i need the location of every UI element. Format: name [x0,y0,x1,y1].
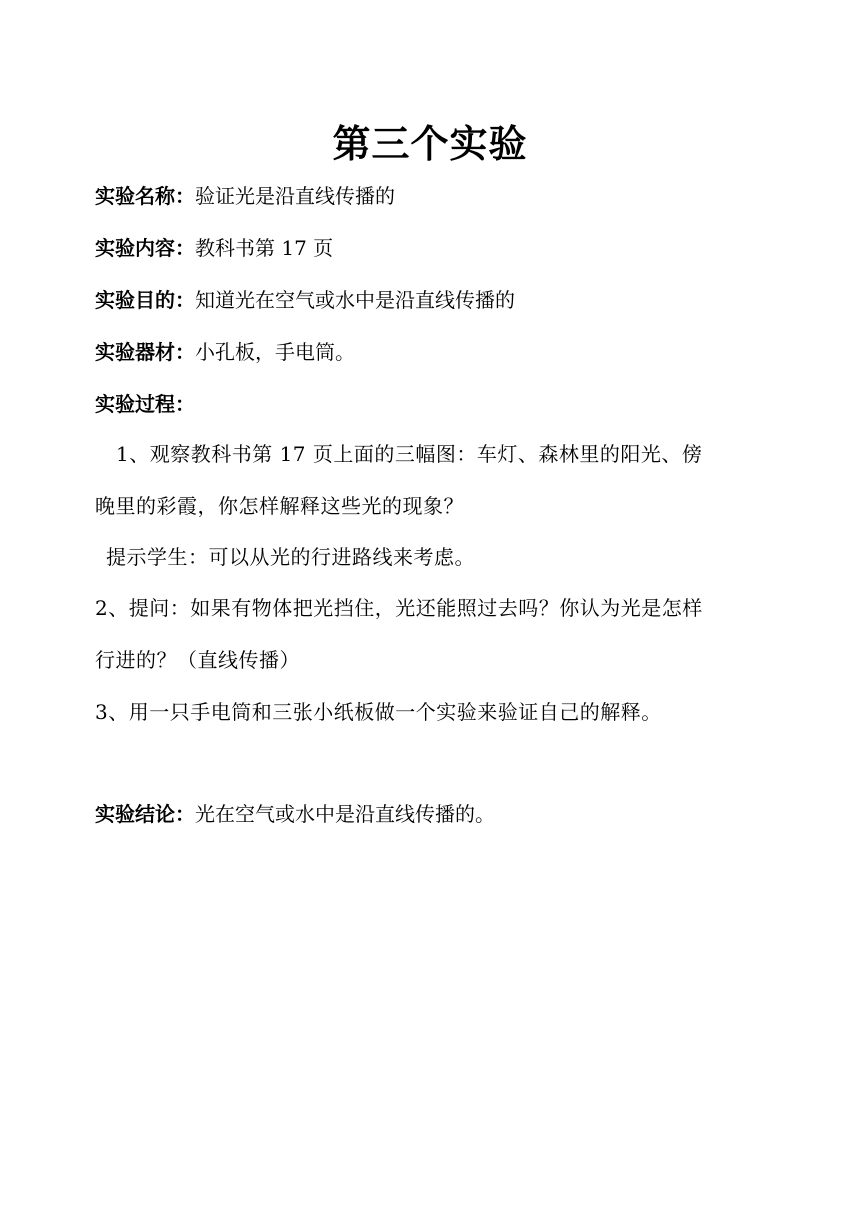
process-line: 行进的？（直线传播） [95,648,300,672]
process-line: 3、用一只手电筒和三张小纸板做一个实验来验证自己的解释。 [95,700,662,724]
field-label: 实验名称： [95,184,195,208]
field-experiment-conclusion [95,800,495,828]
field-experiment-content [95,234,333,262]
process-line: 晚里的彩霞，你怎样解释这些光的现象？ [95,494,464,518]
field-value: 验证光是沿直线传播的 [195,184,395,208]
field-experiment-name [95,182,395,210]
field-value: 知道光在空气或水中是沿直线传播的 [195,288,515,312]
field-experiment-purpose [95,286,515,314]
process-line: 2、提问：如果有物体把光挡住，光还能照过去吗？你认为光是怎样 [95,596,703,620]
field-value: 教科书第 17 页 [195,236,334,260]
page-title: 第三个实验 [332,122,528,166]
field-experiment-equipment [95,338,355,366]
field-label: 实验内容： [95,236,195,260]
field-value: 小孔板，手电筒。 [195,340,355,364]
field-label: 实验结论： [95,802,195,826]
field-value: 光在空气或水中是沿直线传播的。 [195,802,495,826]
process-line: 1、观察教科书第 17 页上面的三幅图：车灯、森林里的阳光、傍 [116,442,703,466]
field-label: 实验目的： [95,288,195,312]
field-label: 实验过程： [95,392,195,416]
field-label: 实验器材： [95,340,195,364]
field-experiment-process [95,390,195,418]
process-line: 提示学生：可以从光的行进路线来考虑。 [106,545,475,569]
